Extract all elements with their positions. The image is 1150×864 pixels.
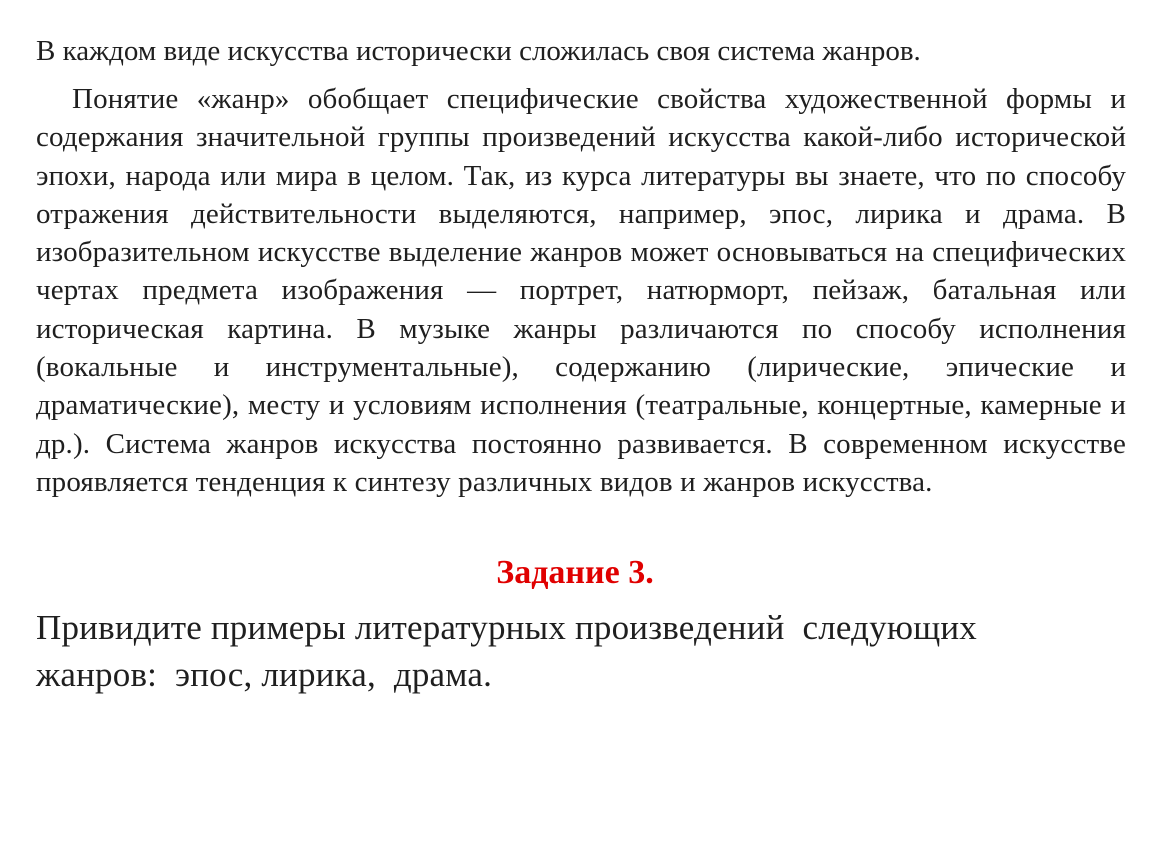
intro-line: В каждом виде искусства исторически сложилась своя система жанров. (36, 35, 921, 67)
task-text-line-1: Привидите примеры литературных произведений следующих (36, 608, 977, 647)
genre-paragraph: Понятие «жанр» обобщает специфические свойства художественной формы и содержания значительной группы произведений искусства какой-либо исторической эпохи, народа или мира в целом. Так, из курса литературы вы знаете, что по способу отражения действительности выделяются, например, эпос, лирика и драма. В изобразительном искусстве выделение жанров может основываться на специфических чертах предмета изображения — портрет, натюрморт, пейзаж, батальная или историческая картина. В музыке жанры различаются по способу исполнения (вокальные и инструментальные), содержанию (лирические, эпические и драматические), месту и условиям исполнения (театральные, концертные, камерные и др.). Система жанров искусства постоянно развивается. В современном искусстве проявляется тенденция к синтезу различных видов и жанров искусства. (36, 83, 1126, 498)
task-title: Задание 3. (496, 554, 654, 591)
task-text (36, 604, 1126, 698)
task-text-line-2: жанров: эпос, лирика, драма. (36, 655, 493, 694)
